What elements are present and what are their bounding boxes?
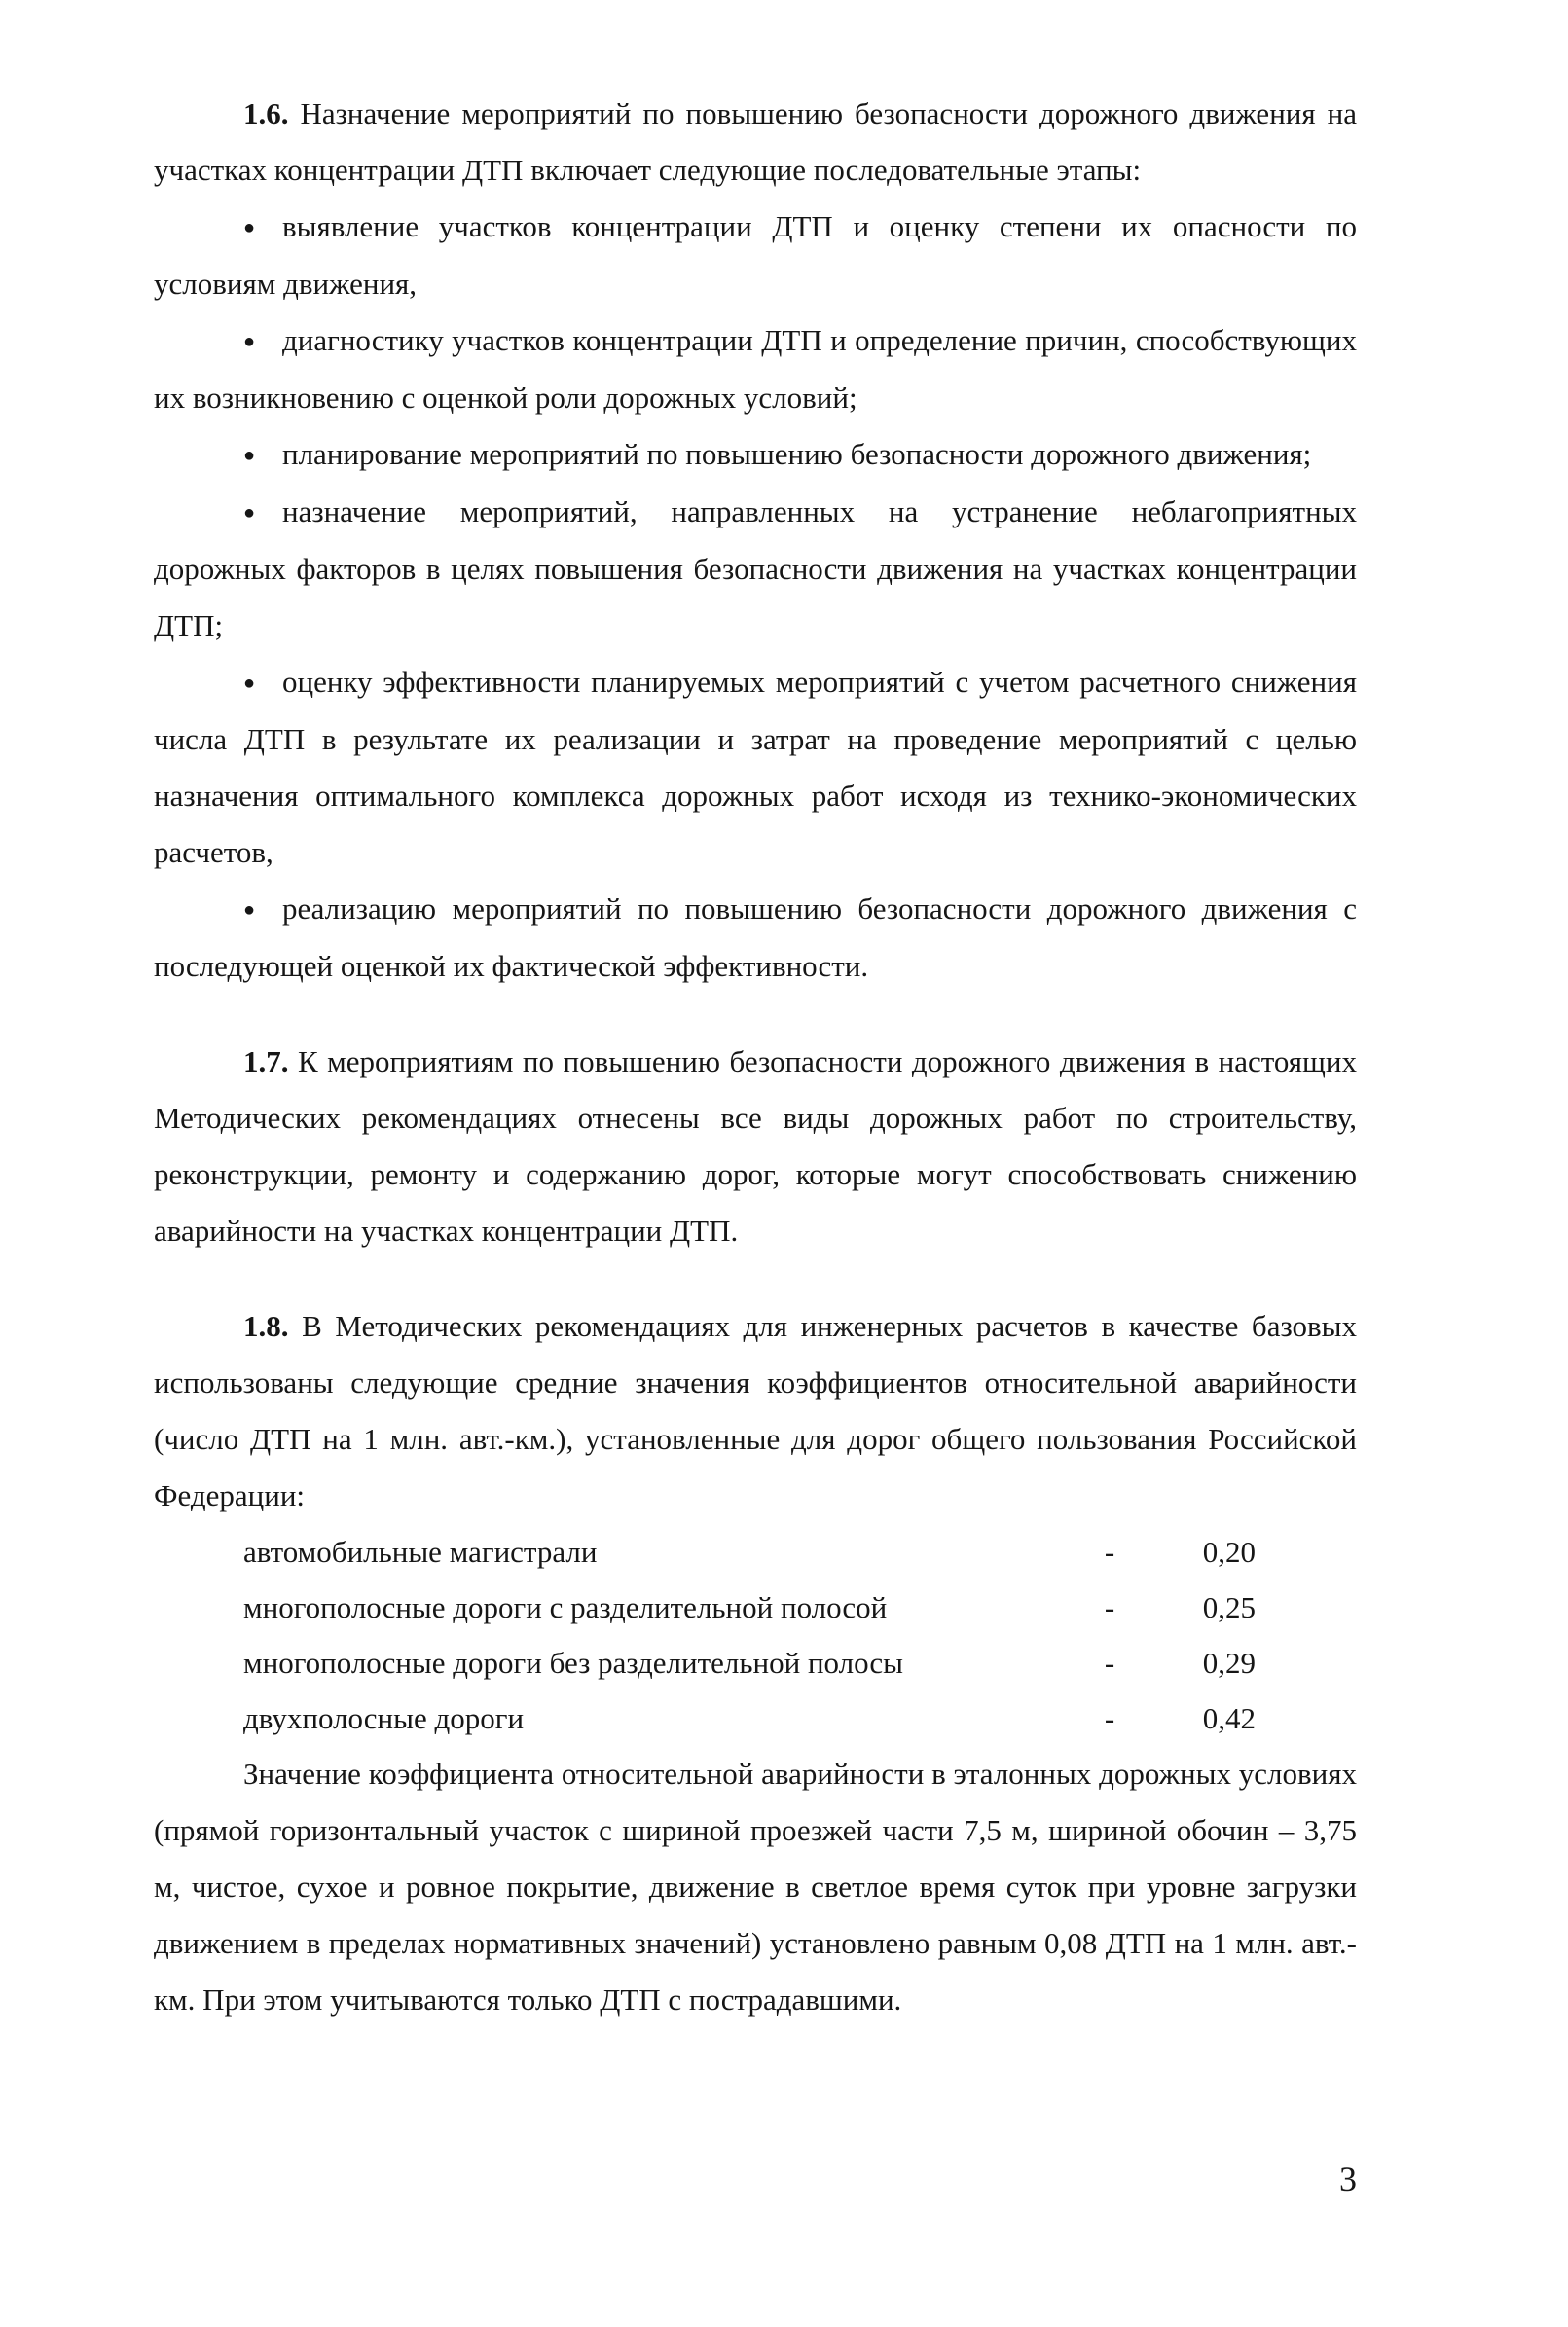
section-1-6-intro [154, 86, 1357, 199]
coefficient-value-cell: 0,20 [1202, 1534, 1256, 1569]
list-item-text: диагностику участков концентрации ДТП и определение причин, способствующих их возникновению с оценкой роли дорожных условий; [154, 323, 1357, 415]
coefficient-value-cell: 0,29 [1202, 1645, 1256, 1680]
table-row [243, 1580, 1256, 1635]
list-item-text: выявление участков концентрации ДТП и оценку степени их опасности по условиям движения, [154, 209, 1357, 301]
list-item-text: реализацию мероприятий по повышению безопасности дорожного движения с последующей оценкой их фактической эффективности. [154, 891, 1357, 983]
section-text: Назначение мероприятий по повышению безопасности дорожного движения на участках концентрации ДТП включает следующие последовательные этапы: [154, 96, 1357, 187]
list-item-text: планирование мероприятий по повышению безопасности дорожного движения; [282, 437, 1312, 471]
table-row [243, 1691, 1256, 1746]
road-type-cell: двухполосные дороги [243, 1700, 525, 1735]
list-item-text: назначение мероприятий, направленных на устранение неблагоприятных дорожных факторов в целях повышения безопасности движения на участках концентрации ДТП; [154, 494, 1357, 642]
bullet-icon: ● [243, 502, 256, 524]
bullet-icon: ● [243, 445, 256, 466]
page-number: 3 [1339, 2160, 1357, 2199]
list-item-text: оценку эффективности планируемых мероприятий с учетом расчетного снижения числа ДТП в результате их реализации и затрат на проведение мероприятий с целью назначения оптимального комплекса дорожных работ исходя из технико-экономических расчетов, [154, 665, 1357, 869]
coefficient-value-cell: 0,25 [1202, 1589, 1256, 1624]
section-text: К мероприятиям по повышению безопасности дорожного движения в настоящих Методических рекомендациях отнесены все виды дорожных работ по строительству, реконструкции, ремонту и содержанию дорог, которые могут способствовать снижению аварийности на участках концентрации ДТП. [154, 1044, 1357, 1248]
paragraph-gap [154, 995, 1357, 1034]
list-item [154, 199, 1357, 312]
document-page [154, 86, 1357, 2028]
list-item [154, 312, 1357, 426]
dash-cell: - [1104, 1700, 1115, 1735]
section-1-8-paragraph [154, 1298, 1357, 1524]
dash-cell: - [1104, 1534, 1115, 1569]
section-1-7-paragraph [154, 1034, 1357, 1259]
list-item [154, 426, 1357, 484]
dash-cell: - [1104, 1589, 1115, 1624]
road-type-cell: автомобильные магистрали [243, 1534, 598, 1569]
bullet-icon: ● [243, 217, 256, 238]
list-item [154, 654, 1357, 881]
section-1-8-closing: Значение коэффициента относительной аварийности в эталонных дорожных условиях (прямой горизонтальный участок с шириной проезжей части 7,5 м, шириной обочин – 3,75 м, чистое, сухое и ровное покрытие, движение в светлое время суток при уровне загрузки движением в пределах нормативных значений) установлено равным 0,08 ДТП на 1 млн. авт.- км. При этом учитываются только ДТП с пострадавшими. [154, 1757, 1357, 2017]
list-item [154, 881, 1357, 995]
bullet-icon: ● [243, 899, 256, 921]
section-text: В Методических рекомендациях для инженерных расчетов в качестве базовых использованы следующие средние значения коэффициентов относительной аварийности (число ДТП на 1 млн. авт.-км.), установленные для дорог общего пользования Российской Федерации: [154, 1309, 1357, 1512]
dash-cell: - [1104, 1645, 1115, 1680]
coefficient-table [243, 1524, 1256, 1746]
table-row [243, 1635, 1256, 1691]
road-type-cell: многополосные дороги с разделительной полосой [243, 1589, 888, 1624]
section-number: 1.7. [243, 1044, 289, 1078]
section-number: 1.8. [243, 1309, 289, 1343]
road-type-cell: многополосные дороги без разделительной полосы [243, 1645, 903, 1680]
coefficient-value-cell: 0,42 [1202, 1700, 1256, 1735]
section-number: 1.6. [243, 96, 289, 130]
list-item [154, 484, 1357, 654]
table-row [243, 1524, 1256, 1580]
bullet-icon: ● [243, 673, 256, 694]
bullet-icon: ● [243, 331, 256, 352]
paragraph-gap [154, 1259, 1357, 1298]
